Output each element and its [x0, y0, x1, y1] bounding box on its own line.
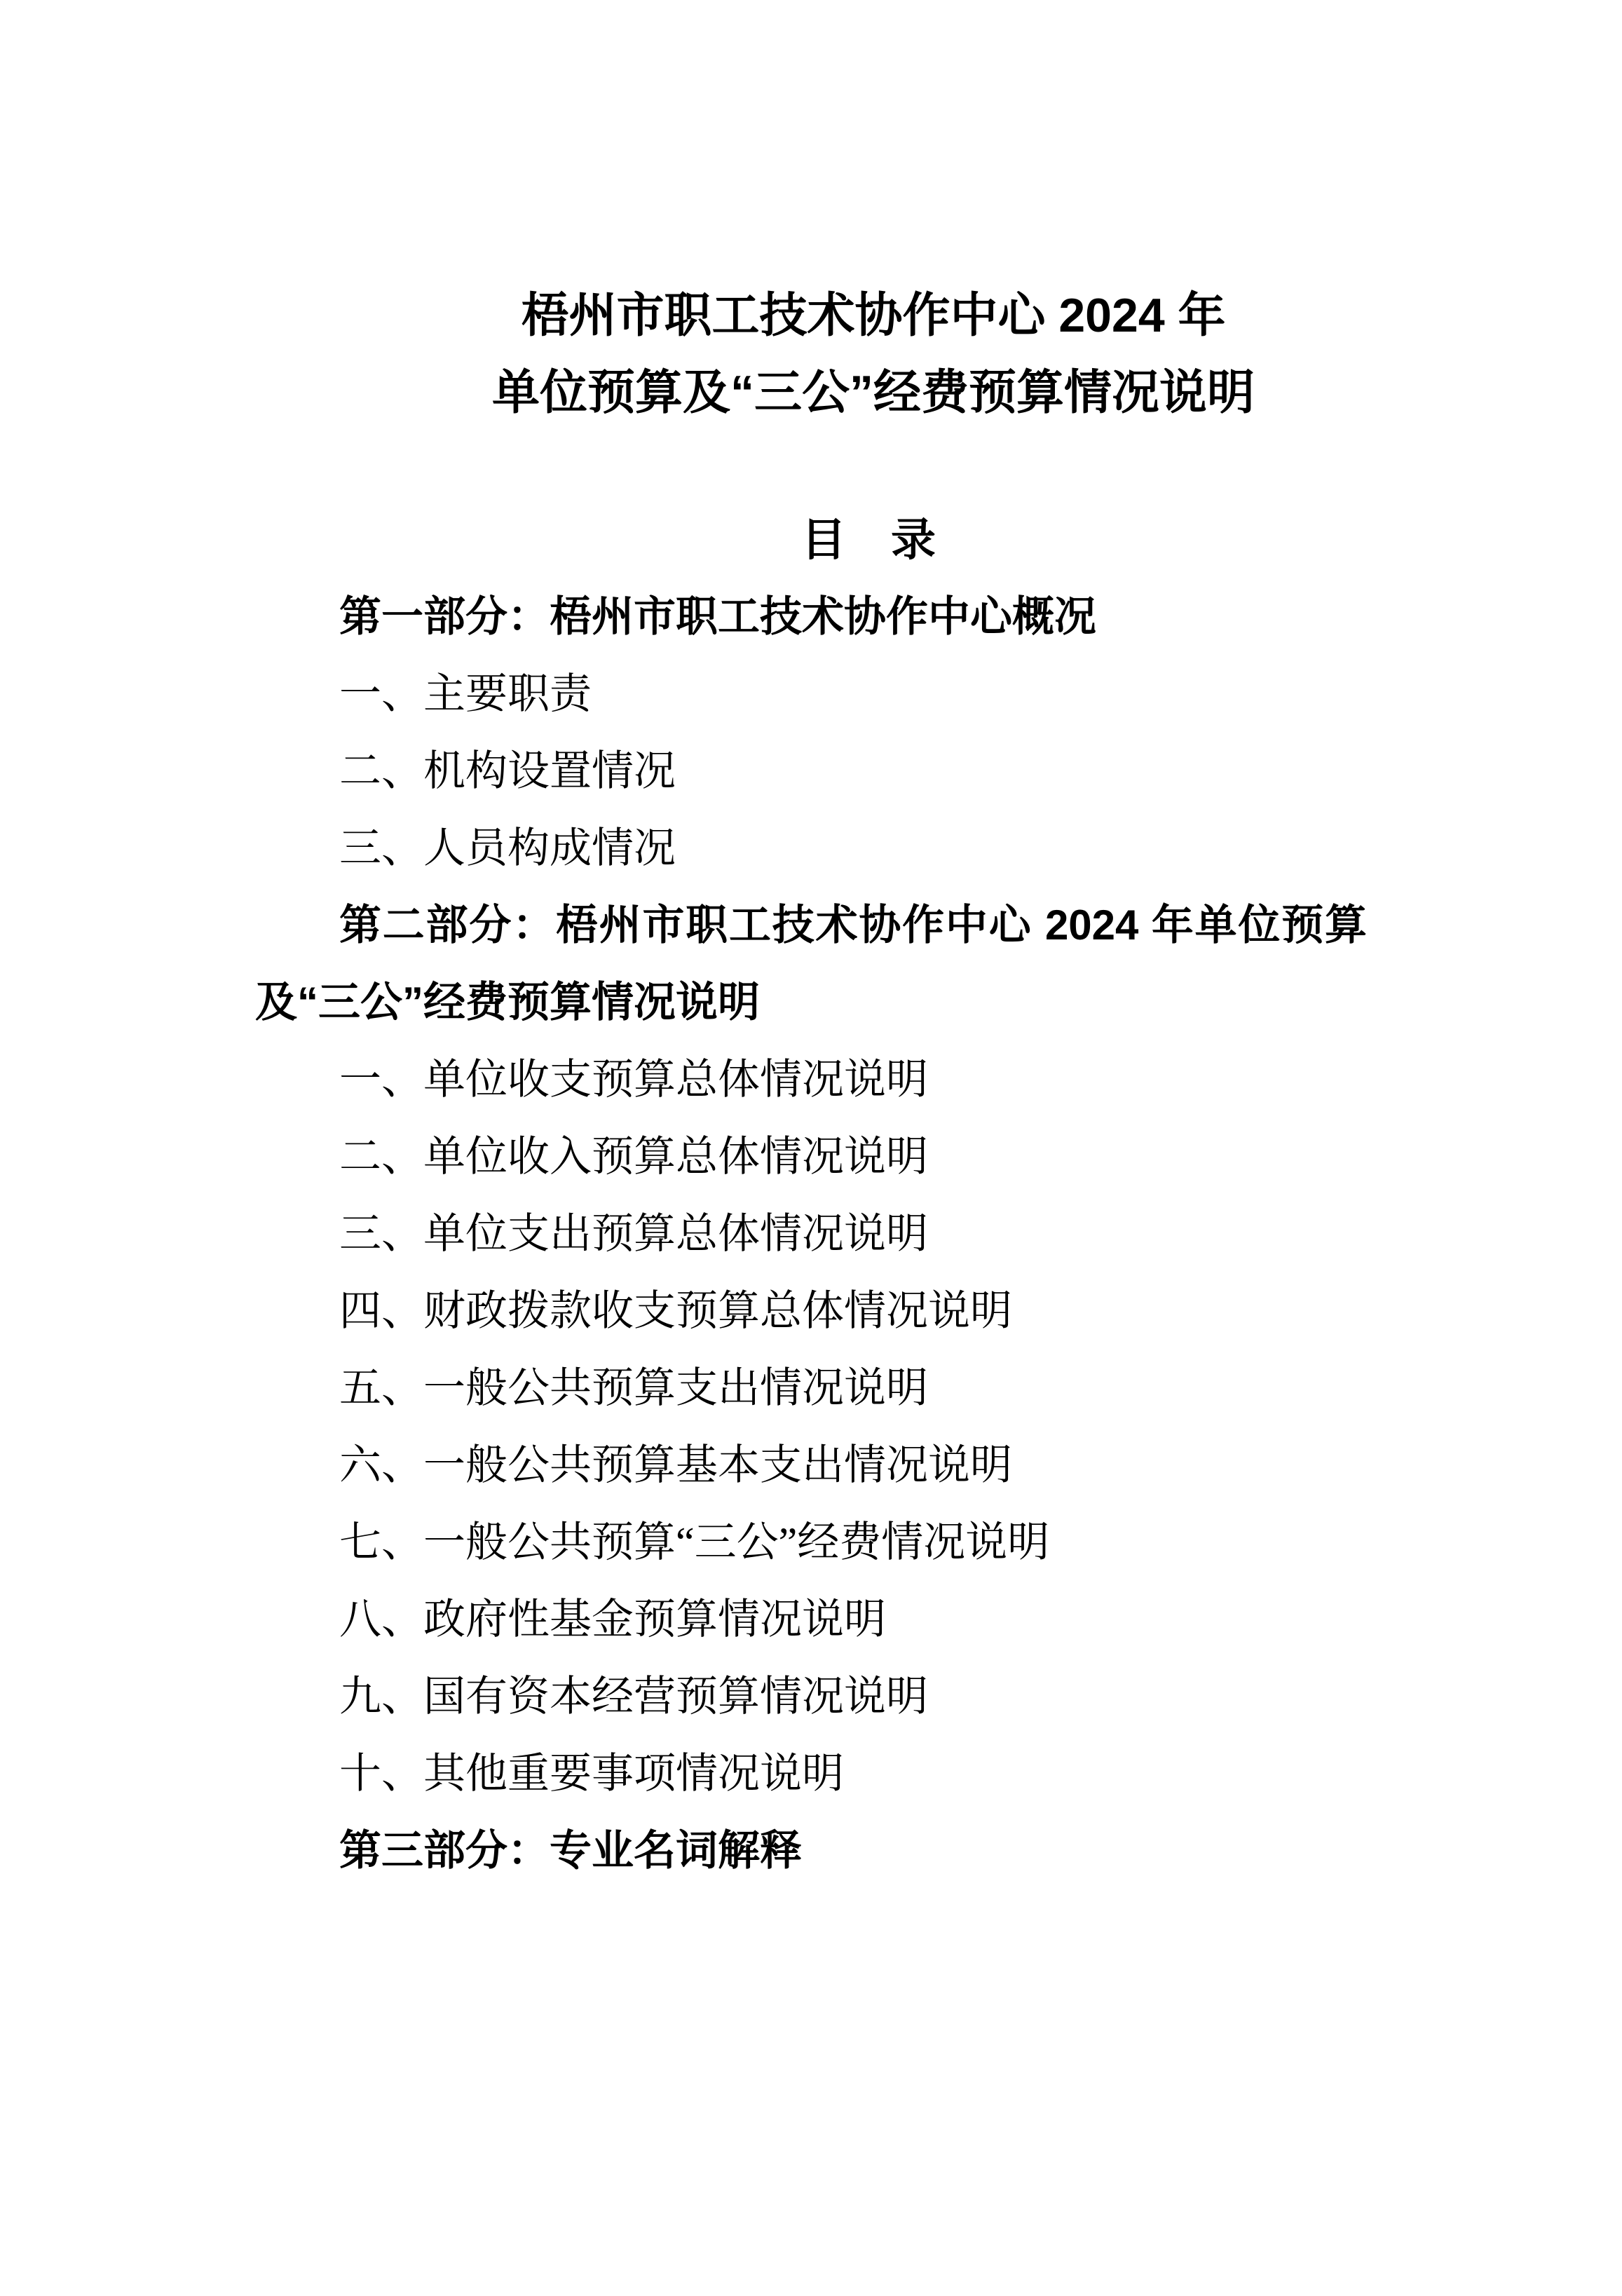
toc-part2-item-2: 二、单位收入预算总体情况说明 [339, 1134, 928, 1180]
toc-part2-item-10: 十、其他重要事项情况说明 [339, 1751, 844, 1797]
document-title-line-1: 梧州市职工技术协作中心 2024 年 [521, 289, 1226, 342]
toc-part1-heading: 第一部分：梧州市职工技术协作中心概况 [339, 593, 1096, 640]
toc-part2-item-1: 一、单位收支预算总体情况说明 [339, 1057, 928, 1103]
toc-part2-item-3: 三、单位支出预算总体情况说明 [339, 1211, 928, 1257]
toc-part1-item-1: 一、主要职责 [339, 671, 592, 717]
toc-part3-heading: 第三部分：专业名词解释 [339, 1827, 802, 1874]
document-title-line-2: 单位预算及“三公”经费预算情况说明 [491, 366, 1255, 419]
toc-heading: 目 录 [801, 515, 936, 565]
toc-part2-heading-line-1: 第二部分：梧州市职工技术协作中心 2024 年单位预算 [339, 902, 1367, 949]
toc-part1-item-3: 三、人员构成情况 [339, 825, 676, 871]
toc-part2-item-4: 四、财政拨款收支预算总体情况说明 [339, 1288, 1012, 1334]
toc-part2-item-5: 五、一般公共预算支出情况说明 [339, 1365, 928, 1411]
toc-part2-heading-line-2: 及“三公”经费预算情况说明 [255, 979, 760, 1026]
title-toc-spacer [255, 431, 1367, 501]
toc-part2-item-8: 八、政府性基金预算情况说明 [339, 1596, 886, 1643]
toc-part1-item-2: 二、机构设置情况 [339, 748, 676, 794]
document-content [255, 277, 1367, 1889]
toc-part2-item-7: 七、一般公共预算“三公”经费情况说明 [339, 1519, 1050, 1565]
toc-part2-item-6: 六、一般公共预算基本支出情况说明 [339, 1442, 1012, 1488]
toc-part2-item-9: 九、国有资本经营预算情况说明 [339, 1673, 928, 1720]
